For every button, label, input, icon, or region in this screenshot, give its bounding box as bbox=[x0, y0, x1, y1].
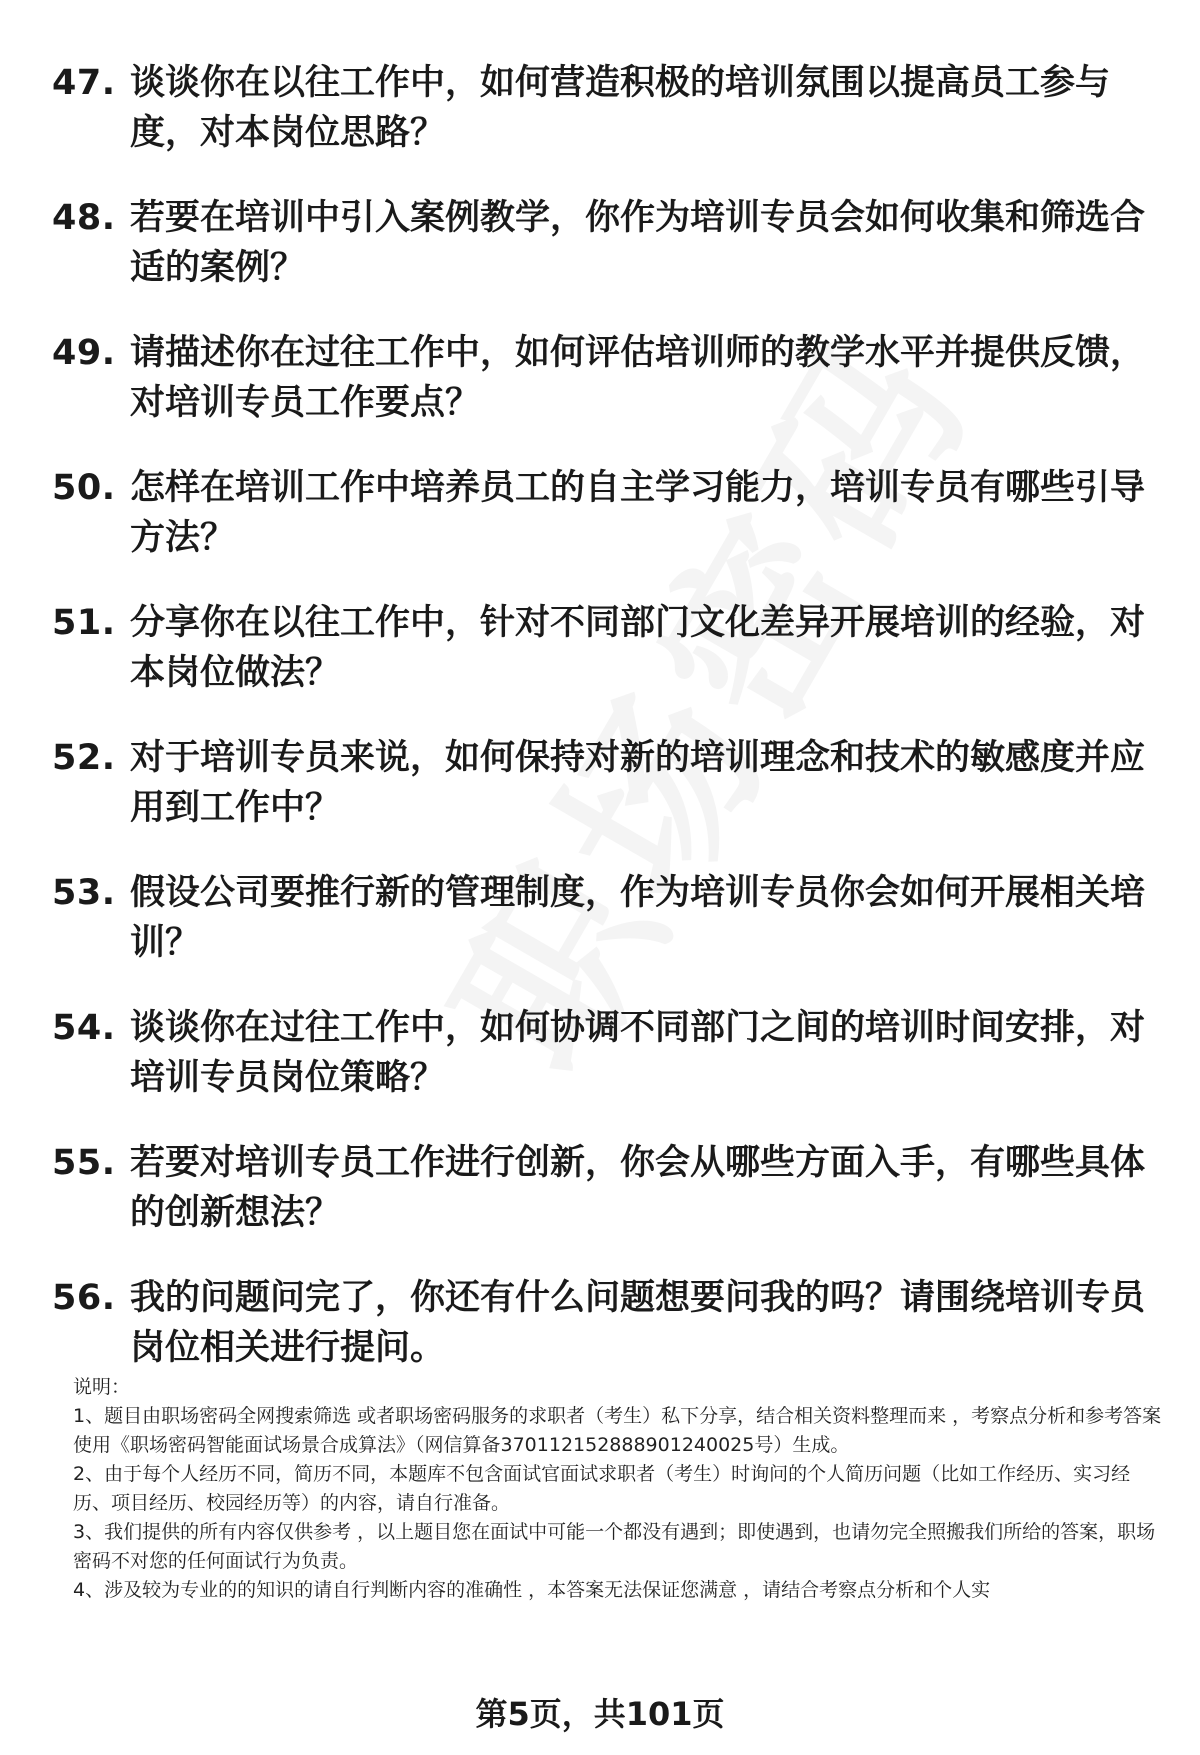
question-number: 55. bbox=[52, 1143, 116, 1183]
note-item: 4、涉及较为专业的的知识的请自行判断内容的准确性 ，本答案无法保证您满意 ，请结合考察点分析和个人实 bbox=[73, 1579, 991, 1601]
question-item bbox=[52, 868, 1152, 968]
question-item bbox=[52, 193, 1152, 293]
question-list bbox=[52, 58, 1152, 1408]
question-text: 若要对培训专员工作进行创新，你会从哪些方面入手，有哪些具体的创新想法？ bbox=[130, 1143, 1146, 1233]
question-number: 54. bbox=[52, 1008, 116, 1048]
question-number: 49. bbox=[52, 333, 116, 373]
question-text: 我的问题问完了，你还有什么问题想要问我的吗？请围绕培训专员岗位相关进行提问。 bbox=[130, 1278, 1146, 1368]
question-text: 对于培训专员来说，如何保持对新的培训理念和技术的敏感度并应用到工作中？ bbox=[130, 738, 1146, 828]
question-item bbox=[52, 463, 1152, 563]
question-number: 48. bbox=[52, 198, 116, 238]
page-number: 第5页，共101页 bbox=[475, 1695, 725, 1733]
note-item: 3、我们提供的所有内容仅供参考 ，以上题目您在面试中可能一个都没有遇到；即使遇到，也请勿完全照搬我们所给的答案，职场密码不对您的任何面试行为负责。 bbox=[73, 1521, 1156, 1572]
question-text: 假设公司要推行新的管理制度，作为培训专员你会如何开展相关培训？ bbox=[130, 873, 1146, 963]
note-item: 1、题目由职场密码全网搜索筛选 或者职场密码服务的求职者（考生）私下分享，结合相关资料整理而来 ，考察点分析和参考答案使用《职场密码智能面试场景合成算法》（网信算备370112152888901240025号）生成。 bbox=[73, 1405, 1162, 1456]
question-item bbox=[52, 1003, 1152, 1103]
notes-section bbox=[73, 1373, 1163, 1605]
question-text: 谈谈你在以往工作中，如何营造积极的培训氛围以提高员工参与度，对本岗位思路？ bbox=[130, 63, 1111, 153]
question-text: 请描述你在过往工作中，如何评估培训师的教学水平并提供反馈，对培训专员工作要点？ bbox=[130, 333, 1146, 423]
question-number: 47. bbox=[52, 63, 116, 103]
question-item bbox=[52, 58, 1152, 158]
note-item: 2、由于每个人经历不同，简历不同，本题库不包含面试官面试求职者（考生）时询问的个人简历问题（比如工作经历、实习经历、项目经历、校园经历等）的内容，请自行准备。 bbox=[73, 1463, 1131, 1514]
question-text: 怎样在培训工作中培养员工的自主学习能力，培训专员有哪些引导方法？ bbox=[130, 468, 1146, 558]
question-number: 50. bbox=[52, 468, 116, 508]
question-item bbox=[52, 1138, 1152, 1238]
question-number: 53. bbox=[52, 873, 116, 913]
question-text: 谈谈你在过往工作中，如何协调不同部门之间的培训时间安排，对培训专员岗位策略？ bbox=[130, 1008, 1146, 1098]
question-number: 51. bbox=[52, 603, 116, 643]
question-item bbox=[52, 733, 1152, 833]
question-text: 分享你在以往工作中，针对不同部门文化差异开展培训的经验，对本岗位做法？ bbox=[130, 603, 1146, 693]
question-number: 56. bbox=[52, 1278, 116, 1318]
question-item bbox=[52, 598, 1152, 698]
notes-heading: 说明： bbox=[73, 1376, 131, 1398]
question-number: 52. bbox=[52, 738, 116, 778]
question-item bbox=[52, 328, 1152, 428]
question-item bbox=[52, 1273, 1152, 1373]
question-text: 若要在培训中引入案例教学，你作为培训专员会如何收集和筛选合适的案例？ bbox=[130, 198, 1146, 288]
